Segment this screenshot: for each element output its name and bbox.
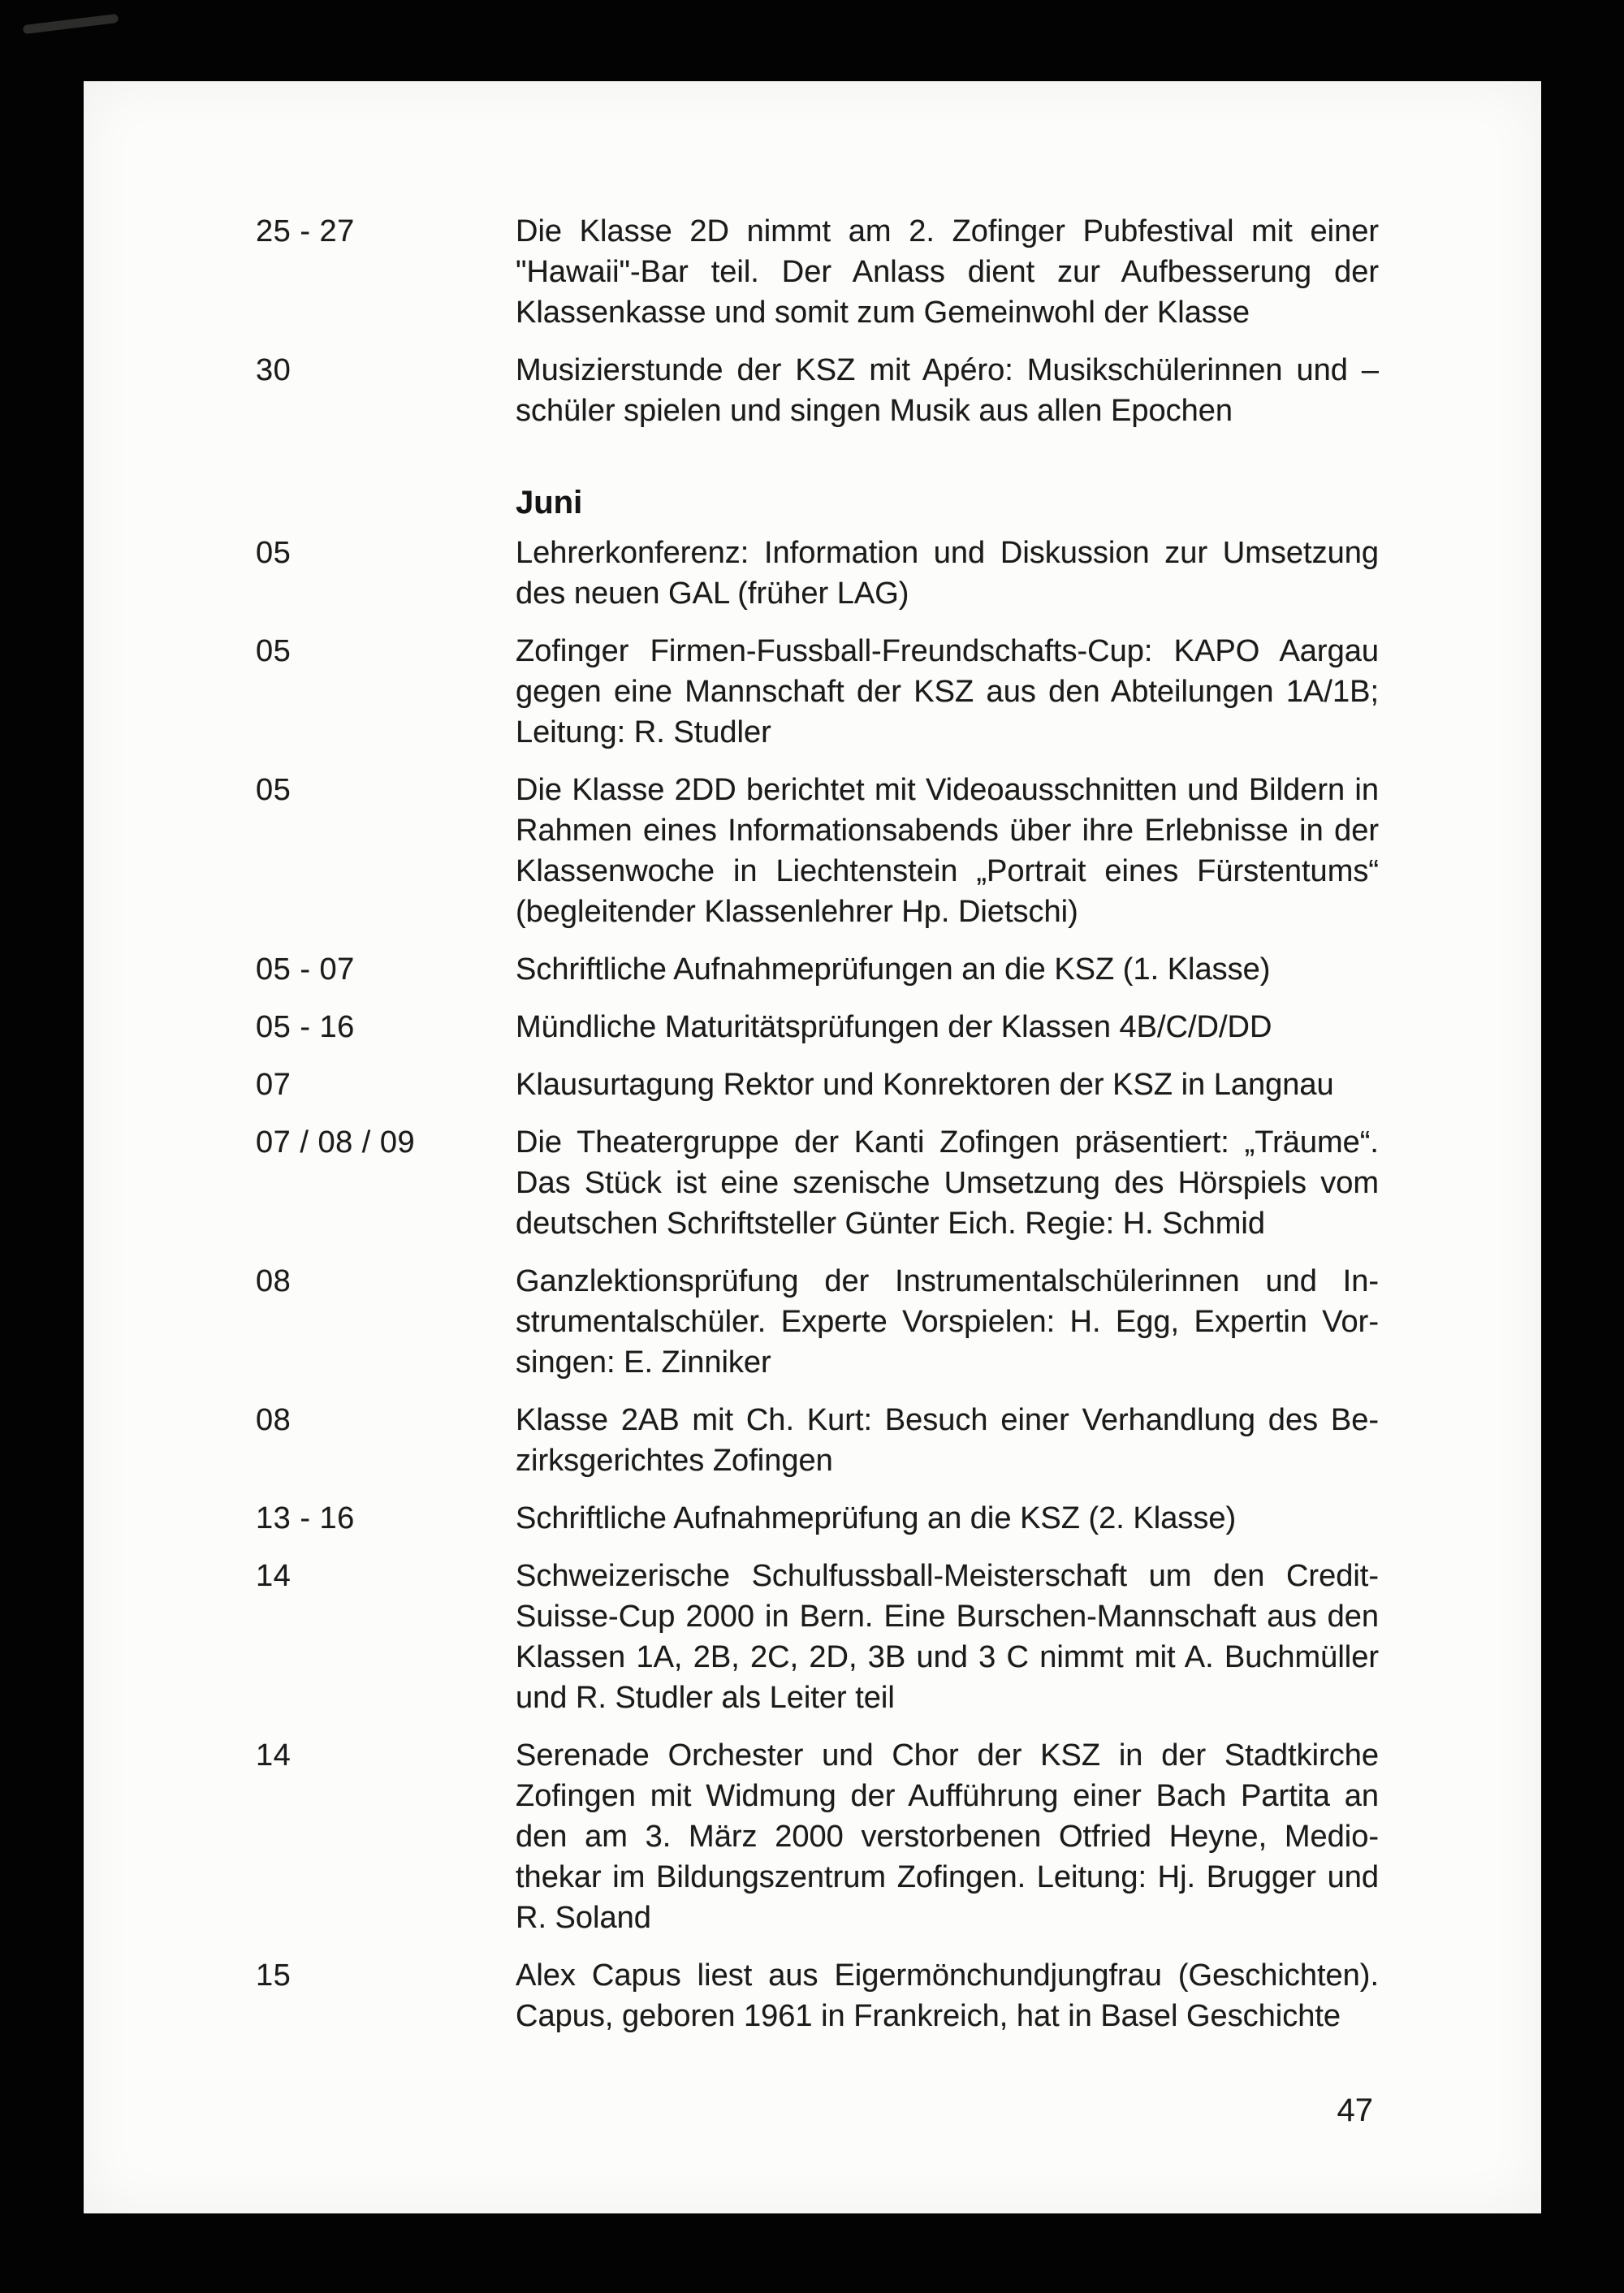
event-row xyxy=(256,631,1379,753)
event-row xyxy=(256,1261,1379,1383)
event-date: 30 xyxy=(256,353,292,387)
event-text: Klausurtagung Rektor und Konrektoren der KSZ in Langnau xyxy=(516,1068,1334,1102)
event-text: Alex Capus liest aus Eigermönchundjungfrau (Geschichten). Capus, geboren 1961 in Frankreich, hat in Basel Geschichte xyxy=(516,1958,1379,2033)
page-content xyxy=(256,211,1379,2053)
event-date: 15 xyxy=(256,1958,292,1993)
event-row xyxy=(256,770,1379,932)
event-row xyxy=(256,1400,1379,1481)
event-row xyxy=(256,1122,1379,1244)
event-text: Schriftliche Aufnahmeprüfungen an die KSZ (1. Klasse) xyxy=(516,952,1271,987)
event-row xyxy=(256,211,1379,333)
event-row xyxy=(256,1735,1379,1938)
event-date: 14 xyxy=(256,1738,292,1773)
event-date: 05 xyxy=(256,634,292,668)
event-text: Schriftliche Aufnahmeprüfung an die KSZ (2. Klasse) xyxy=(516,1501,1237,1535)
event-date: 07 / 08 / 09 xyxy=(256,1125,416,1159)
event-date: 05 - 16 xyxy=(256,1010,355,1044)
scan-artifact xyxy=(23,14,119,34)
event-text: Die Klasse 2DD berichtet mit Videoausschnitten und Bildern in Rahmen eines Informationsabends über ihre Erlebnisse in der Klassenwoche in Liechtenstein „Portrait eines Fürstentums“ (begleitender Klassenlehrer Hp. Dietschi) xyxy=(516,773,1379,929)
page-number: 47 xyxy=(1337,2092,1373,2128)
event-date: 05 xyxy=(256,536,292,570)
event-row xyxy=(256,1556,1379,1718)
event-date: 05 - 07 xyxy=(256,952,355,987)
event-row xyxy=(256,1955,1379,2036)
event-row xyxy=(256,1007,1379,1047)
event-text: Mündliche Maturitätsprüfungen der Klassen 4B/C/D/DD xyxy=(516,1010,1272,1044)
event-row xyxy=(256,533,1379,614)
event-date: 25 - 27 xyxy=(256,214,355,248)
event-text: Musizierstunde der KSZ mit Apéro: Musikschülerinnen und –schüler spielen und singen Musik aus allen Epochen xyxy=(516,353,1379,428)
event-row xyxy=(256,949,1379,990)
event-text: Ganzlektionsprüfung der Instrumentalschülerinnen und Instrumentalschüler. Experte Vorspielen: H. Egg, Expertin Vorsingen: E. Zinniker xyxy=(516,1264,1379,1380)
event-text: Zofinger Firmen-Fussball-Freundschafts-Cup: KAPO Aargau gegen eine Mannschaft der KSZ aus den Abteilungen 1A/1B; Leitung: R. Studler xyxy=(516,634,1379,749)
event-row xyxy=(256,350,1379,431)
event-date: 05 xyxy=(256,773,292,807)
event-date: 07 xyxy=(256,1068,292,1102)
event-text: Serenade Orchester und Chor der KSZ in der Stadtkirche Zofingen mit Widmung der Aufführung einer Bach Partita an den am 3. März 2000 verstorbenen Otfried Heyne, Mediothekar im Bildungszentrum Zofingen. Leitung: Hj. Brugger und R. Soland xyxy=(516,1738,1379,1935)
event-date: 13 - 16 xyxy=(256,1501,355,1535)
event-date: 08 xyxy=(256,1403,292,1437)
event-row xyxy=(256,1498,1379,1539)
event-text: Schweizerische Schulfussball-Meisterschaft um den Credit-Suisse-Cup 2000 in Bern. Eine Burschen-Mannschaft aus den Klassen 1A, 2B, 2C, 2D, 3B und 3 C nimmt mit A. Buchmüller und R. Studler als Leiter teil xyxy=(516,1559,1379,1715)
event-text: Klasse 2AB mit Ch. Kurt: Besuch einer Verhandlung des Bezirksgerichtes Zofingen xyxy=(516,1403,1379,1478)
event-text: Die Klasse 2D nimmt am 2. Zofinger Pubfestival mit einer "Hawaii"-Bar teil. Der Anlass dient zur Aufbesserung der Klassenkasse und somit zum Gemeinwohl der Klasse xyxy=(516,214,1379,330)
event-text: Lehrerkonferenz: Information und Diskussion zur Umsetzung des neuen GAL (früher LAG) xyxy=(516,536,1379,611)
event-date: 08 xyxy=(256,1264,292,1298)
event-row xyxy=(256,1064,1379,1105)
month-heading: Juni xyxy=(516,485,583,520)
document-page xyxy=(84,81,1541,2213)
event-text: Die Theatergruppe der Kanti Zofingen präsentiert: „Träume“. Das Stück ist eine szenische Umsetzung des Hörspiels vom deutschen Schriftsteller Günter Eich. Regie: H. Schmid xyxy=(516,1125,1379,1241)
event-date: 14 xyxy=(256,1559,292,1593)
